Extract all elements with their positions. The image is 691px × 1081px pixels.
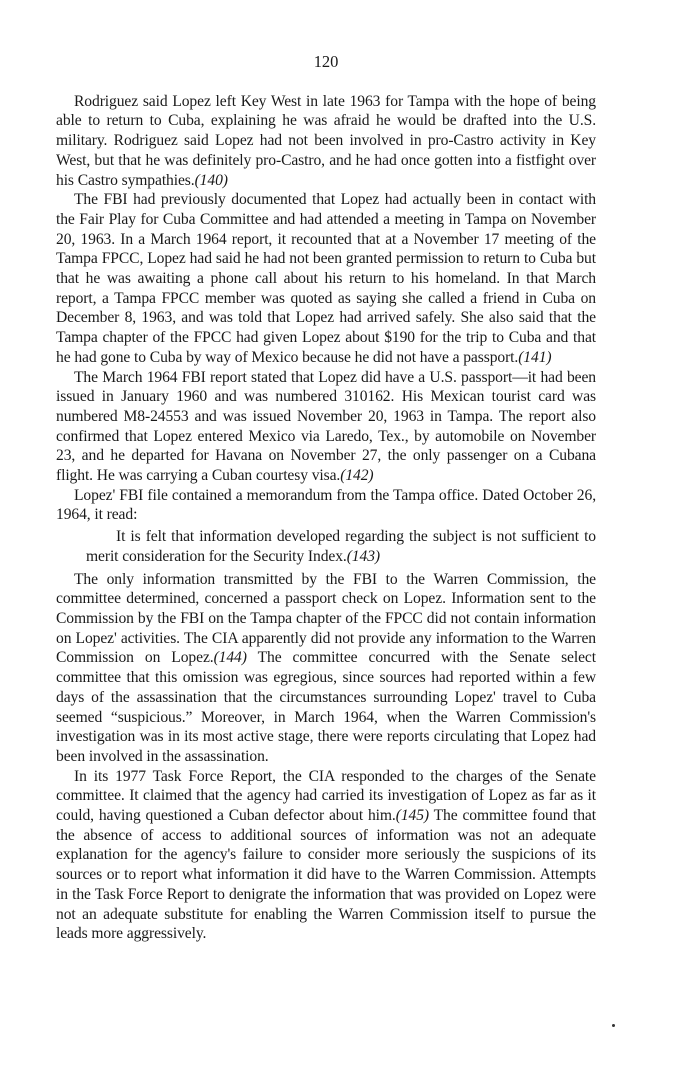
footnote-ref: (140) (194, 171, 228, 189)
paragraph-2 (56, 190, 596, 367)
paragraph-text: Lopez' FBI file contained a memorandum from the Tampa office. Dated October 26, 1964, it read: (56, 486, 596, 524)
page-number: 120 (313, 52, 339, 71)
document-page (56, 52, 596, 944)
paragraph-5 (56, 570, 596, 767)
paragraph-4 (56, 486, 596, 525)
footnote-ref: (144) (213, 649, 247, 667)
paragraph-text-continued: The committee concurred with the Senate select committee that this omission was egregious, since sources had reported within a few days of the assassination that the circumstances surrounding Lopez' travel to Cuba seemed “suspicious.” Moreover, in March 1964, when the Warren Commission's investigation was in its most active stage, there were reports circulating that Lopez had been involved in the assassination. (56, 649, 596, 765)
paragraph-text: Rodriguez said Lopez left Key West in late 1963 for Tampa with the hope of being able to return to Cuba, explaining he was afraid he would be drafted into the U.S. military. Rodriguez said Lopez had not been involved in pro-Castro activity in Key West, but that he was definitely pro-Castro, and he had once gotten into a fistfight over his Castro sympathies. (56, 92, 596, 189)
block-quote (86, 527, 596, 566)
paragraph-1 (56, 92, 596, 191)
paragraph-text-continued: The committee found that the absence of access to additional sources of information was not an adequate explanation for the agency's failure to consider more seriously the suspicions of its sources or to report what information it did have to the Warren Commission. Attempts in the Task Force Report to denigrate the information that was provided on Lopez were not an adequate substitute for enabling the Warren Commission itself to pursue the leads more aggressively. (56, 807, 596, 943)
paragraph-6 (56, 767, 596, 944)
paragraph-text: The only information transmitted by the FBI to the Warren Commission, the committee determined, concerned a passport check on Lopez. Information sent to the Commission by the FBI on the Tampa chapter of the FPCC did not contain information on Lopez' activities. The CIA apparently did not provide any information to the Warren Commission on Lopez. (56, 570, 596, 667)
footnote-ref: (145) (395, 807, 430, 825)
quote-text: It is felt that information developed regarding the subject is not sufficient to merit consideration for the Security Index. (86, 528, 596, 565)
paragraph-text: The FBI had previously documented that Lopez had actually been in contact with the Fair Play for Cuba Committee and had attended a meeting in Tampa on November 20, 1963. In a March 1964 report, it recounted that at a November 17 meeting of the Tampa FPCC, Lopez had said he had not been granted permission to return to Cuba but that he was awaiting a phone call about his return to his homeland. In that March report, a Tampa FPCC member was quoted as saying she called a friend in Cuba on December 8, 1963, and was told that Lopez had arrived safely. She also said that the Tampa chapter of the FPCC had given Lopez about $190 for the trip to Cuba and that he had gone to Cuba by way of Mexico because he did not have a passport. (56, 191, 596, 366)
paragraph-3 (56, 368, 596, 486)
footnote-ref: (143) (346, 547, 380, 565)
footnote-ref: (141) (518, 348, 552, 366)
paragraph-text: In its 1977 Task Force Report, the CIA responded to the charges of the Senate committee. It claimed that the agency had carried its investigation of Lopez as far as it could, having questioned a Cuban defector about him. (56, 767, 596, 825)
paragraph-text: The March 1964 FBI report stated that Lopez did have a U.S. passport—it had been issued in January 1960 and was numbered 310162. His Mexican tourist card was numbered M8-24553 and was issued November 20, 1963 in Tampa. The report also confirmed that Lopez entered Mexico via Laredo, Tex., by automobile on November 23, and he departed for Havana on November 27, the only passenger on a Cubana flight. He was carrying a Cuban courtesy visa. (56, 368, 596, 485)
scan-speck (612, 1024, 615, 1027)
footnote-ref: (142) (340, 467, 374, 485)
